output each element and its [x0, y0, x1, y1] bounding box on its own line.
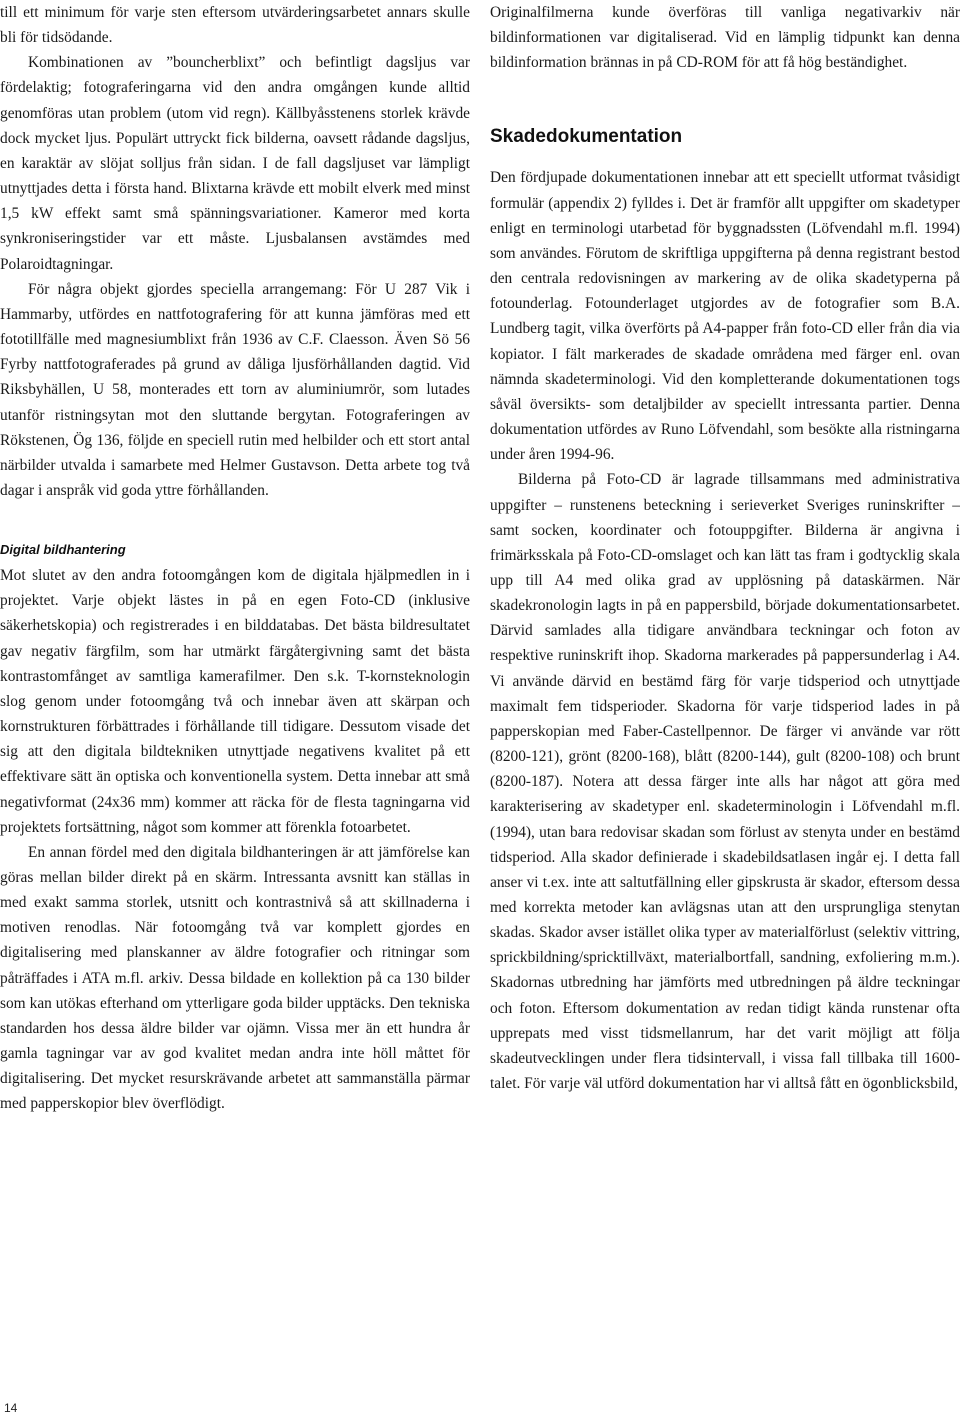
paragraph: till ett minimum för varje sten eftersom utvärderingsarbetet annars skulle bli för tidsödande. [0, 4, 470, 47]
paragraph: Originalfilmerna kunde överföras till vanliga negativarkiv när bildinformationen var digitaliserad. Vid en lämplig tidpunkt kan denna bildinformation brännas in på CD-ROM för att få hög beständighet. [490, 4, 960, 72]
section-heading-skadedokumentation: Skadedokumentation [490, 126, 683, 148]
paragraph: För några objekt gjordes speciella arrangemang: För U 287 Vik i Hammarby, utfördes en nattfotografering för att kunna jämföras med ett fototillfälle med magnesiumblixt från 1936 av C.F. Claesson. Även Sö 56 Fyrby nattfotograferades på grund av dåliga ljusförhållanden dagtid. Vid Riksbyhällen, U 58, monterades ett torn av aluminiumrör, som lutades utanför ristningsytan mot den sluttande bergytan. Fotograferingen av Rökstenen, Ög 136, följde en speciell rutin med helbilder och ett stort antal närbilder utvalda i samarbete med Helmer Gustavson. Detta arbete tog två dagar i anspråk vid goda yttre förhållanden. [0, 280, 470, 499]
paragraph: Den fördjupade dokumentationen innebar att ett speciellt utformat tvåsidigt formulär (appendix 2) fylldes i. Det är framför allt uppgifter om skadetyper enligt en terminologi utarbetad för byggnadssten (Löfvendahl m.fl. 1994) som användes. Förutom de skriftliga uppgifterna på denna registrant bestod den centrala redovisningen av markering av de olika skadetyperna på fotounderlag. Fotounderlaget utgjordes av de fotografier som B.A. Lundberg tagit, vilka överförts på A4-papper från foto-CD eller från dia via kopiator. I fält markerades de skadade områdena med färger enl. ovan nämnda skadeterminologi. Vid den kompletterande dokumentationen togs såväl översikts- som detaljbilder av speciellt intressanta partier. Denna dokumentation utfördes av Runo Löfvendahl, som besökte alla ristningarna under åren 1994-96. [490, 169, 960, 464]
paragraph: Mot slutet av den andra fotoomgången kom de digitala hjälpmedlen in i projektet. Varje objekt lästes in på en egen Foto-CD (inklusive säkerhetskopia) och registrerades i en bilddatabas. Det bästa bildresultatet gav negativ färgfilm, som har utmärkt färgåtergivning samt det bästa kontrastomfånget av samtliga kamerafilmer. Den s.k. T-kornsteknologin slog genom under fotoomgång två och innebar även att skärpan och kornstrukturen förbättrades i förhållande till tidigare. Dessutom visade det sig att den digitala bildtekniken utnyttjade negativens kvalitet på ett effektivare sätt än optiska och konventionella system. Detta innebar att små negativformat (24x36 mm) kommer att räcka för de flesta tagningarna vid projektets fortsättning, något som kommer att förenkla fotoarbetet. [0, 567, 470, 836]
section-heading-digital-bildhantering: Digital bildhantering [0, 542, 126, 558]
paragraph: Kombinationen av ”bouncherblixt” och befintligt dagsljus var fördelaktig; fotograferingarna vid den andra omgången kunde alltid genomföras utan problem (utom vid regn). Källbyåsstenens storlek krävde dock mycket ljus. Populärt uttryckt fick bilderna, oavsett rådande dagsljus, en karaktär av slöjat solljus från sidan. I de fall dagsljuset var lämpligt utnyttjades detta i första hand. Blixtarna krävde ett mobilt elverk med minst 1,5 kW effekt samt små spänningsvariationer. Kameror med korta synkroniseringstider var ett måste. Ljusbalansen avstämdes med Polaroidtagningar. [0, 54, 470, 273]
paragraph: En annan fördel med den digitala bildhanteringen är att jämförelse kan göras mellan bilder direkt på en skärm. Intressanta avsnitt kan ställas in med exakt samma storlek, utsnitt och kontrastnivå så att skillnaderna i motiven renodlas. När fotoomgång två var komplett gjordes en digitalisering med planskanner av äldre fotografier och ritningar som påträffades i ATA m.fl. arkiv. Dessa bildade en kollektion på ca 130 bilder som kan utökas efterhand om ytterligare goda bilder upptäcks. Den tekniska standarden hos dessa äldre bilder var ojämn. Vissa mer än ett hundra år gamla tagningar var av god kvalitet medan andra inte höll måttet för digitalisering. Det mycket resurskrävande arbetet att sammanställa pärmar med papperskopior blev överflödigt. [0, 843, 470, 1113]
right-column [490, 0, 960, 1096]
page-number: 14 [4, 1401, 18, 1415]
paragraph: Bilderna på Foto-CD är lagrade tillsammans med administrativa uppgifter – runstenens beteckning i serieverket Sveriges runinskrifter – samt socken, koordinater och fotouppgifter. Bilderna är angivna i frimärksskala på Foto-CD-omslaget och kan lätt tas fram i godtycklig skala upp till A4 med olika grad av upplösning på dataskärmen. När skadekronologin lagts in på en pappersbild, började dokumentationsarbetet. Därvid samlades alla tidigare användbara teckningar och foton av respektive runinskrift ihop. Skadorna markerades på pappersunderlag i A4. Vi använde därvid en bestämd färg för varje tidsperiod och utnyttjade maximalt fem tidsperioder. Skadorna för varje tidsperiod lades in på papperskopian med Faber-Castellpennor. De färger vi använde var rött (8200-121), grönt (8200-168), blått (8200-144), gult (8200-108) och brunt (8200-187). Notera att dessa färger inte alls har något att göra med karakterisering av skadetyper enl. skadeterminologin i Löfvendahl m.fl. (1994), utan bara redovisar skadan som förlust av stenyta under en bestämd tidsperiod. Alla skador definierade i skadebildsatlasen ingår ej. I detta fall anser vi t.ex. inte att saltutfällning eller gipskrusta är skador, eftersom dessa med korrekta metoder kan avlägsnas utan att den ursprungliga stenytan skadas. Skador avser istället olika typer av materialförlust (selektiv vittring, sprickbildning/spricktillväxt, materialbortfall, sandning, exfoliering m.m.). Skadornas utbredning har jämförts med utbredningen på äldre teckningar och foton. Eftersom dokumentation av redan tidigt kända runstenar ofta upprepats med visst tidsmellanrum, har det varit möjligt att följa skadeutvecklingen under flera tidsintervall, i vissa fall tillbaka till 1600-talet. För varje väl utförd dokumentation har vi alltså fått en ögonblicksbild, [490, 471, 960, 1093]
left-column [0, 0, 470, 1117]
